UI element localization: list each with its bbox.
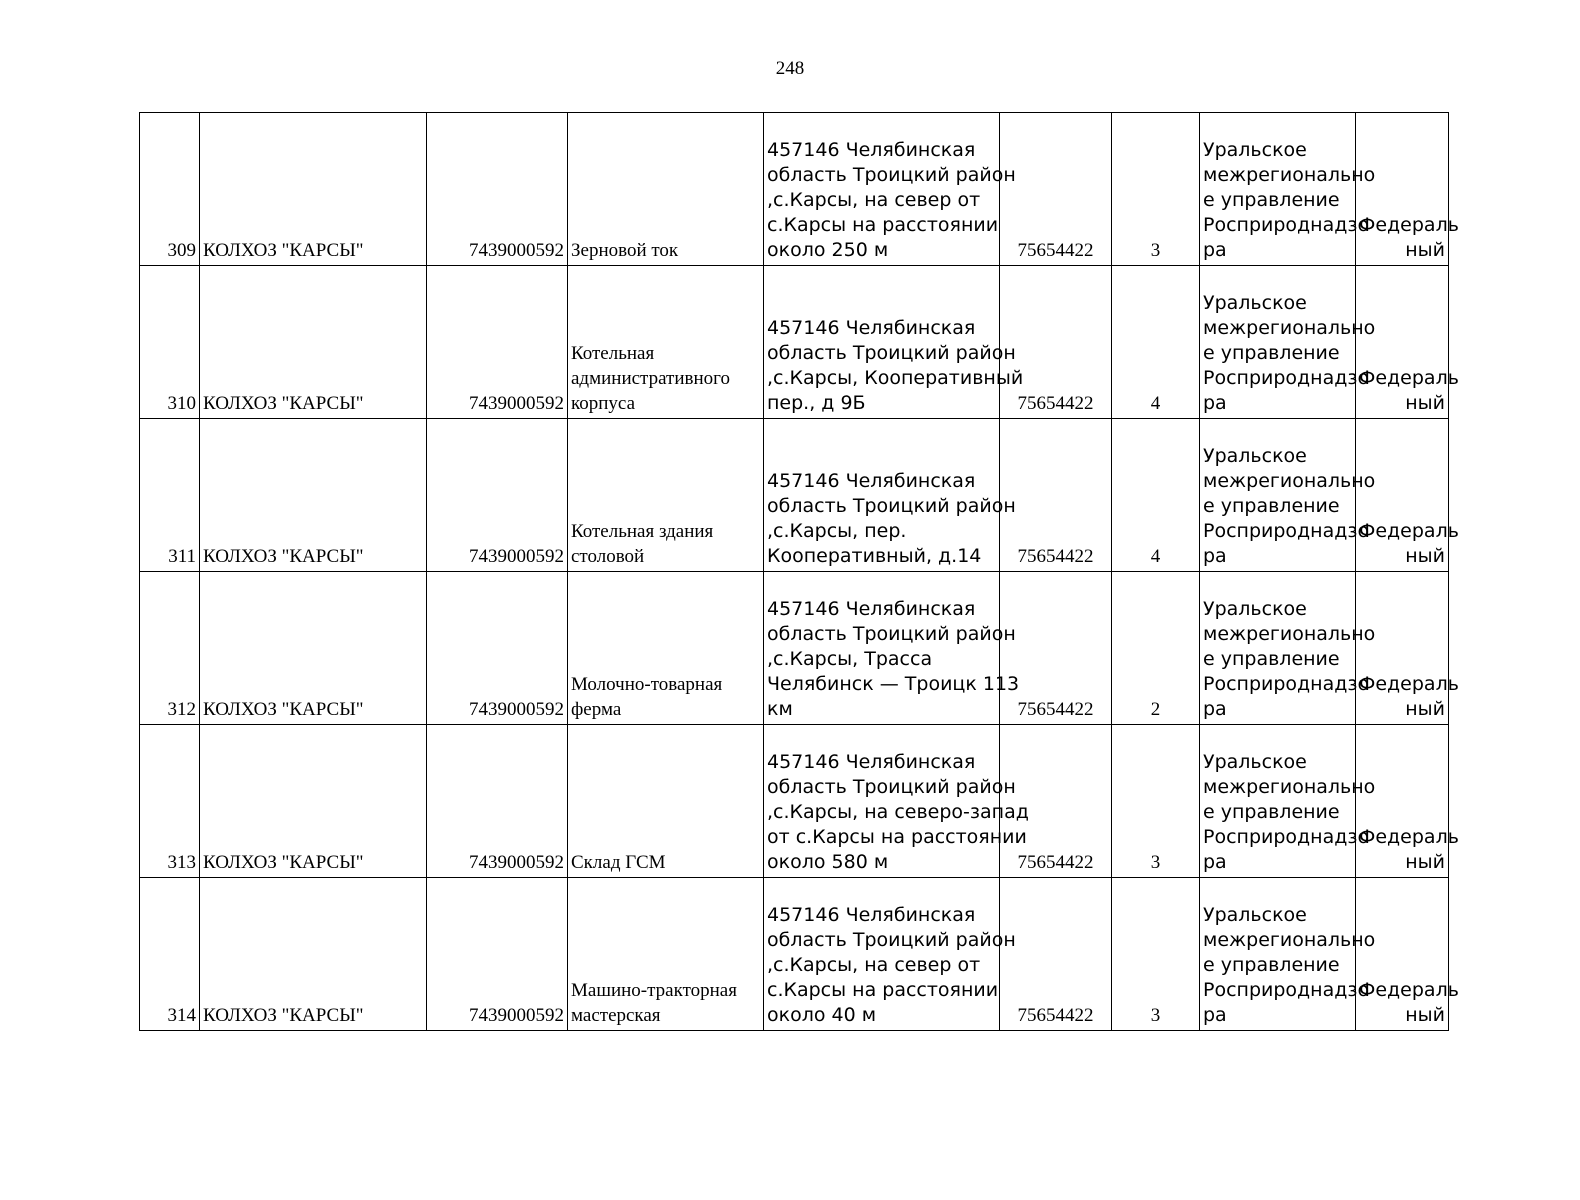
- table-row: [140, 878, 1449, 1031]
- level-line: ный: [1405, 1004, 1445, 1026]
- supervising-authority: [1200, 419, 1376, 572]
- level-line: Федераль: [1359, 214, 1459, 236]
- authority-line: е управление: [1203, 954, 1340, 976]
- object-line: Склад ГСМ: [571, 852, 666, 873]
- organization-name: КОЛХОЗ "КАРСЫ": [200, 572, 427, 725]
- address-line: область Троицкий район: [767, 776, 1016, 798]
- table-row: [140, 725, 1449, 878]
- authority-line: межрегионально: [1203, 776, 1376, 798]
- object-address: [764, 878, 1016, 1031]
- oktmo-code: 75654422: [1000, 113, 1112, 266]
- address-line: область Троицкий район: [767, 623, 1016, 645]
- authority-line: межрегионально: [1203, 929, 1376, 951]
- address-line: с.Карсы на расстоянии: [767, 979, 999, 1001]
- authority-line: ра: [1203, 851, 1227, 873]
- authority-line: межрегионально: [1203, 623, 1376, 645]
- table-row: [140, 419, 1449, 572]
- inn-value: 7439000592: [427, 572, 568, 725]
- address-line: ,с.Карсы, на северо-запад: [767, 801, 1029, 823]
- object-name: [568, 572, 764, 725]
- authority-line: ра: [1203, 545, 1227, 567]
- address-line: область Троицкий район: [767, 495, 1016, 517]
- inn-value: 7439000592: [427, 878, 568, 1031]
- address-line: ,с.Карсы, пер.: [767, 520, 907, 542]
- object-name: [568, 725, 764, 878]
- authority-line: е управление: [1203, 495, 1340, 517]
- inn-value: 7439000592: [427, 266, 568, 419]
- level-line: Федераль: [1359, 520, 1459, 542]
- organization-name: КОЛХОЗ "КАРСЫ": [200, 878, 427, 1031]
- row-number: 309: [140, 113, 200, 266]
- address-line: 457146 Челябинская: [767, 598, 976, 620]
- oktmo-code: 75654422: [1000, 572, 1112, 725]
- supervising-authority: [1200, 878, 1376, 1031]
- object-line: Котельная здания: [571, 521, 714, 542]
- supervision-level: [1356, 113, 1459, 266]
- object-address: [764, 572, 1020, 725]
- object-category: 4: [1112, 419, 1200, 572]
- object-line: Котельная: [571, 343, 655, 364]
- address-line: область Троицкий район: [767, 929, 1016, 951]
- supervision-level: [1356, 419, 1459, 572]
- level-line: Федераль: [1359, 367, 1459, 389]
- object-name: [568, 419, 764, 572]
- authority-line: межрегионально: [1203, 317, 1376, 339]
- object-category: 3: [1112, 878, 1200, 1031]
- address-line: ,с.Карсы, Кооперативный: [767, 367, 1024, 389]
- supervising-authority: [1200, 266, 1376, 419]
- organization-name: КОЛХОЗ "КАРСЫ": [200, 725, 427, 878]
- authority-line: Уральское: [1203, 598, 1307, 620]
- level-line: Федераль: [1359, 979, 1459, 1001]
- address-line: от с.Карсы на расстоянии: [767, 826, 1027, 848]
- authority-line: Росприроднадзо: [1203, 673, 1370, 695]
- object-address: [764, 113, 1016, 266]
- supervision-level: [1356, 878, 1459, 1031]
- inn-value: 7439000592: [427, 419, 568, 572]
- object-address: [764, 725, 1029, 878]
- authority-line: межрегионально: [1203, 470, 1376, 492]
- authority-line: Росприроднадзо: [1203, 520, 1370, 542]
- object-address: [764, 266, 1024, 419]
- row-number: 311: [140, 419, 200, 572]
- organization-name: КОЛХОЗ "КАРСЫ": [200, 419, 427, 572]
- row-number: 314: [140, 878, 200, 1031]
- authority-line: Уральское: [1203, 292, 1307, 314]
- page-number: 248: [775, 58, 805, 79]
- object-line: мастерская: [571, 1005, 661, 1026]
- object-category: 4: [1112, 266, 1200, 419]
- object-category: 2: [1112, 572, 1200, 725]
- row-number: 313: [140, 725, 200, 878]
- authority-line: е управление: [1203, 342, 1340, 364]
- object-line: корпуса: [571, 393, 636, 414]
- address-line: км: [767, 698, 793, 720]
- address-line: с.Карсы на расстоянии: [767, 214, 999, 236]
- authority-line: ра: [1203, 1004, 1227, 1026]
- oktmo-code: 75654422: [1000, 266, 1112, 419]
- level-line: ный: [1405, 392, 1445, 414]
- authority-line: Уральское: [1203, 139, 1307, 161]
- authority-line: ра: [1203, 698, 1227, 720]
- object-name: [568, 113, 764, 266]
- object-line: Машино-тракторная: [571, 980, 737, 1001]
- level-line: Федераль: [1359, 826, 1459, 848]
- object-line: столовой: [571, 546, 645, 567]
- authority-line: ра: [1203, 239, 1227, 261]
- table-row: [140, 113, 1449, 266]
- address-line: около 40 м: [767, 1004, 877, 1026]
- level-line: ный: [1405, 698, 1445, 720]
- table-row: [140, 266, 1449, 419]
- registry-table: [139, 112, 1459, 1031]
- authority-line: Росприроднадзо: [1203, 979, 1370, 1001]
- supervision-level: [1356, 725, 1459, 878]
- supervision-level: [1356, 266, 1459, 419]
- address-line: Челябинск — Троицк 113: [767, 673, 1020, 695]
- level-line: Федераль: [1359, 673, 1459, 695]
- level-line: ный: [1405, 239, 1445, 261]
- object-line: ферма: [571, 699, 622, 720]
- address-line: 457146 Челябинская: [767, 751, 976, 773]
- object-line: Молочно-товарная: [571, 674, 723, 695]
- address-line: область Троицкий район: [767, 164, 1016, 186]
- authority-line: е управление: [1203, 801, 1340, 823]
- authority-line: Уральское: [1203, 904, 1307, 926]
- oktmo-code: 75654422: [1000, 878, 1112, 1031]
- row-number: 312: [140, 572, 200, 725]
- address-line: 457146 Челябинская: [767, 317, 976, 339]
- inn-value: 7439000592: [427, 725, 568, 878]
- object-address: [764, 419, 1016, 572]
- address-line: ,с.Карсы, на север от: [767, 189, 981, 211]
- address-line: ,с.Карсы, Трасса: [767, 648, 933, 670]
- authority-line: межрегионально: [1203, 164, 1376, 186]
- authority-line: е управление: [1203, 189, 1340, 211]
- object-line: административного: [571, 368, 730, 389]
- supervision-level: [1356, 572, 1459, 725]
- authority-line: Росприроднадзо: [1203, 367, 1370, 389]
- address-line: Кооперативный, д.14: [767, 545, 982, 567]
- registry-rows: [140, 113, 1459, 1031]
- level-line: ный: [1405, 545, 1445, 567]
- address-line: пер., д 9Б: [767, 392, 866, 414]
- address-line: область Троицкий район: [767, 342, 1016, 364]
- oktmo-code: 75654422: [1000, 725, 1112, 878]
- address-line: ,с.Карсы, на север от: [767, 954, 981, 976]
- address-line: 457146 Челябинская: [767, 139, 976, 161]
- organization-name: КОЛХОЗ "КАРСЫ": [200, 266, 427, 419]
- supervising-authority: [1200, 572, 1376, 725]
- address-line: 457146 Челябинская: [767, 904, 976, 926]
- object-line: Зерновой ток: [571, 240, 679, 261]
- authority-line: е управление: [1203, 648, 1340, 670]
- authority-line: Росприроднадзо: [1203, 214, 1370, 236]
- inn-value: 7439000592: [427, 113, 568, 266]
- supervising-authority: [1200, 725, 1376, 878]
- table-row: [140, 572, 1449, 725]
- oktmo-code: 75654422: [1000, 419, 1112, 572]
- level-line: ный: [1405, 851, 1445, 873]
- organization-name: КОЛХОЗ "КАРСЫ": [200, 113, 427, 266]
- row-number: 310: [140, 266, 200, 419]
- authority-line: ра: [1203, 392, 1227, 414]
- object-name: [568, 266, 764, 419]
- authority-line: Росприроднадзо: [1203, 826, 1370, 848]
- authority-line: Уральское: [1203, 445, 1307, 467]
- authority-line: Уральское: [1203, 751, 1307, 773]
- object-name: [568, 878, 764, 1031]
- address-line: около 250 м: [767, 239, 889, 261]
- supervising-authority: [1200, 113, 1376, 266]
- object-category: 3: [1112, 725, 1200, 878]
- object-category: 3: [1112, 113, 1200, 266]
- address-line: 457146 Челябинская: [767, 470, 976, 492]
- address-line: около 580 м: [767, 851, 889, 873]
